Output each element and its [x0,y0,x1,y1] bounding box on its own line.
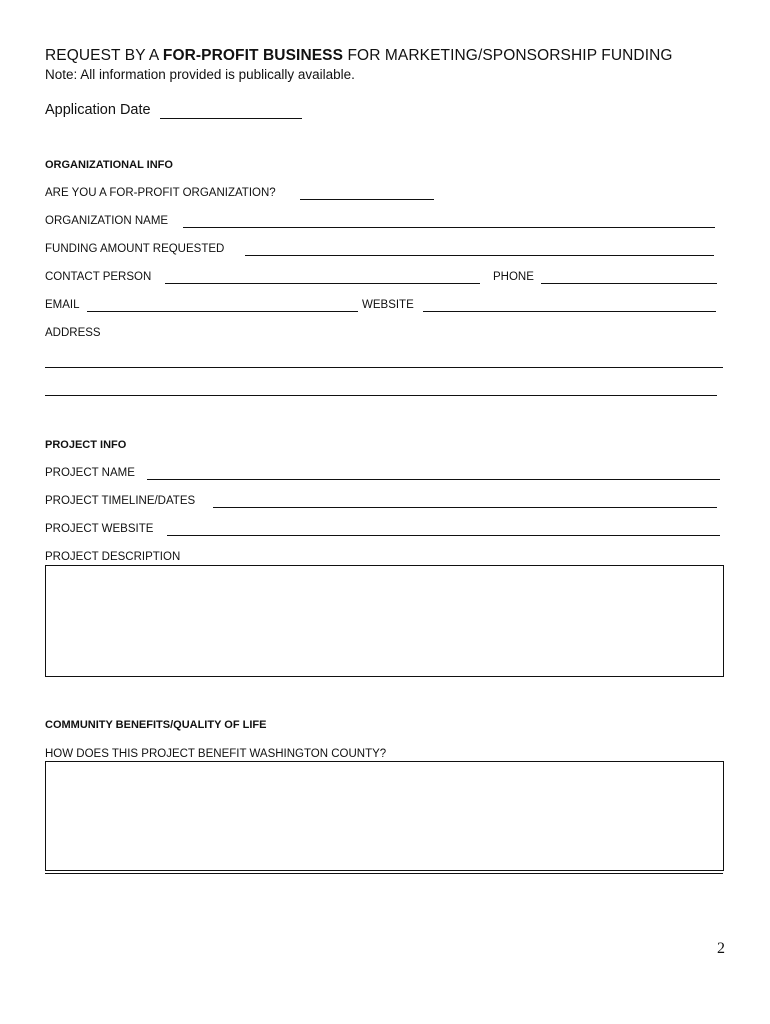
form-title: REQUEST BY A FOR-PROFIT BUSINESS FOR MARKETING/SPONSORSHIP FUNDING [45,47,673,64]
website-label: WEBSITE [362,299,414,311]
address-label: ADDRESS [45,327,101,339]
contact-person-field[interactable] [165,283,480,284]
project-name-label: PROJECT NAME [45,467,135,479]
organization-name-field[interactable] [183,227,715,228]
funding-amount-field[interactable] [245,255,714,256]
project-description-box[interactable] [45,565,724,677]
organization-name-label: ORGANIZATION NAME [45,215,169,227]
website-field[interactable] [423,311,716,312]
application-date-field[interactable] [160,118,302,119]
for-profit-field[interactable] [300,199,434,200]
email-label: EMAIL [45,299,80,311]
project-website-field[interactable] [167,535,720,536]
community-benefits-heading: COMMUNITY BENEFITS/QUALITY OF LIFE [45,719,267,731]
project-info-heading: PROJECT INFO [45,439,127,451]
county-benefit-bottom-rule [45,873,723,874]
for-profit-label: ARE YOU A FOR-PROFIT ORGANIZATION? [45,187,276,199]
funding-amount-label: FUNDING AMOUNT REQUESTED [45,243,225,255]
address-field-line-1[interactable] [45,367,723,368]
project-timeline-field[interactable] [213,507,717,508]
address-field-line-2[interactable] [45,395,717,396]
organizational-info-heading: ORGANIZATIONAL INFO [45,159,173,171]
email-field[interactable] [87,311,358,312]
public-info-note: Note: All information provided is publically available. [45,67,355,82]
county-benefit-question: HOW DOES THIS PROJECT BENEFIT WASHINGTON COUNTY? [45,748,387,760]
project-name-field[interactable] [147,479,720,480]
project-timeline-label: PROJECT TIMELINE/DATES [45,495,196,507]
application-date-label: Application Date [45,102,151,118]
project-description-label: PROJECT DESCRIPTION [45,551,181,563]
county-benefit-box[interactable] [45,761,724,871]
page-number: 2 [717,940,725,957]
project-website-label: PROJECT WEBSITE [45,523,154,535]
phone-label: PHONE [493,271,534,283]
phone-field[interactable] [541,283,717,284]
contact-person-label: CONTACT PERSON [45,271,152,283]
